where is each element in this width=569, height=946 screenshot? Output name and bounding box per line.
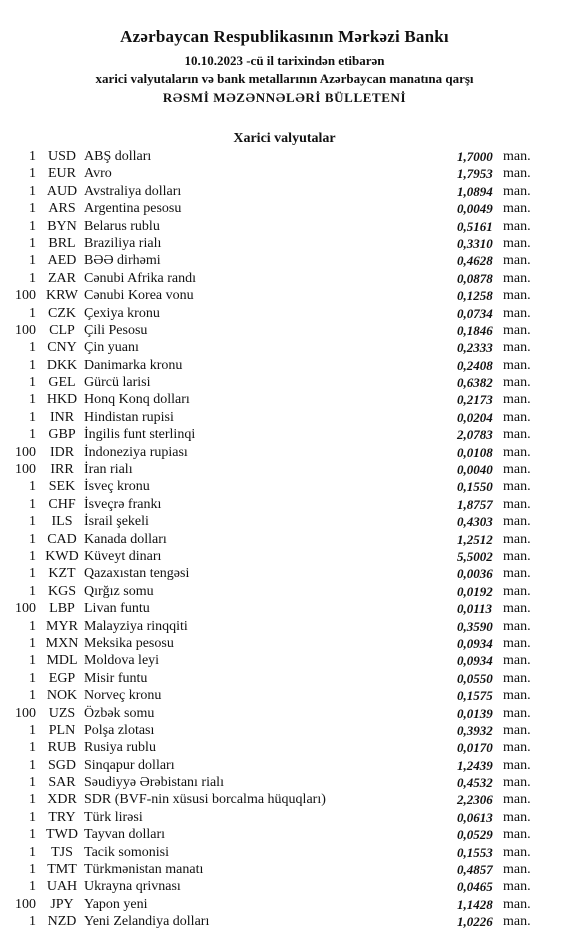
rate-row-sar	[0, 774, 569, 791]
unit-label: man.	[503, 496, 531, 512]
rate-row-rub	[0, 739, 569, 756]
unit-label: man.	[503, 183, 531, 199]
currency-code: MYR	[46, 618, 78, 634]
currency-name: Tacik somonisi	[84, 844, 169, 860]
currency-name: Moldova leyi	[84, 653, 160, 669]
currency-code: PLN	[48, 722, 76, 738]
rate-row-kwd	[0, 548, 569, 565]
rate-row-sek	[0, 478, 569, 495]
quantity: 1	[29, 653, 36, 669]
unit-label: man.	[503, 218, 531, 234]
currency-name: Livan funtu	[84, 601, 150, 617]
currency-name: Çexiya kronu	[84, 305, 160, 321]
exchange-rate: 0,0529	[457, 827, 493, 843]
effective-date: 10.10.2023 -cü il tarixindən etibarən	[184, 53, 385, 68]
exchange-rate: 1,7953	[457, 166, 493, 182]
exchange-rate: 0,3310	[457, 235, 493, 251]
exchange-rate: 0,4628	[457, 253, 493, 269]
currency-name: Danimarka kronu	[84, 357, 183, 373]
currency-name: Avro	[84, 166, 112, 182]
currency-code: SGD	[47, 757, 76, 773]
bulletin-subtitle: xarici valyutaların və bank metallarının Azərbaycan manatına qarşı	[95, 71, 474, 86]
section-title: Xarici valyutalar	[233, 131, 336, 146]
currency-code: NZD	[47, 914, 77, 930]
rate-row-cny	[0, 339, 569, 356]
currency-name: Türkmənistan manatı	[84, 862, 204, 878]
unit-label: man.	[503, 166, 531, 182]
rate-row-kzt	[0, 565, 569, 582]
currency-name: İngilis funt sterlinqi	[84, 427, 196, 443]
currency-name: Türk lirəsi	[84, 809, 143, 825]
bulletin-title: RƏSMİ MƏZƏNNƏLƏRİ BÜLLETENİ	[162, 90, 407, 105]
rate-row-byn	[0, 218, 569, 235]
exchange-rate: 0,0049	[457, 201, 493, 217]
currency-name: İsveç kronu	[84, 479, 150, 495]
rate-row-ars	[0, 200, 569, 217]
exchange-rate: 0,0934	[457, 653, 493, 669]
unit-label: man.	[503, 305, 531, 321]
quantity: 100	[15, 896, 36, 912]
rate-row-brl	[0, 235, 569, 252]
unit-label: man.	[503, 462, 531, 478]
quantity: 1	[29, 670, 36, 686]
currency-name: Çin yuanı	[84, 340, 139, 356]
quantity: 1	[29, 479, 36, 495]
exchange-rate: 0,0113	[457, 601, 493, 617]
unit-label: man.	[503, 809, 531, 825]
currency-code: CNY	[47, 340, 77, 356]
unit-label: man.	[503, 392, 531, 408]
rate-row-gel	[0, 374, 569, 391]
currency-name: Sinqapur dolları	[84, 757, 175, 773]
unit-label: man.	[503, 375, 531, 391]
quantity: 1	[29, 862, 36, 878]
quantity: 100	[15, 601, 36, 617]
currency-name: Avstraliya dolları	[84, 183, 182, 199]
quantity: 1	[29, 392, 36, 408]
unit-label: man.	[503, 566, 531, 582]
currency-code: CZK	[48, 305, 76, 321]
quantity: 1	[29, 722, 36, 738]
quantity: 1	[29, 305, 36, 321]
currency-name: Honq Konq dolları	[84, 392, 190, 408]
currency-name: İsveçrə frankı	[84, 496, 162, 512]
currency-code: MXN	[45, 635, 79, 651]
currency-name: Malayziya rinqqiti	[84, 618, 188, 634]
quantity: 100	[15, 288, 36, 304]
unit-label: man.	[503, 653, 531, 669]
quantity: 1	[29, 340, 36, 356]
quantity: 100	[15, 462, 36, 478]
currency-code: ARS	[48, 201, 76, 217]
exchange-rate: 0,0108	[457, 444, 493, 460]
unit-label: man.	[503, 479, 531, 495]
currency-code: CLP	[49, 322, 75, 338]
rate-row-usd	[0, 148, 569, 165]
rate-row-idr	[0, 444, 569, 461]
rate-row-irr	[0, 461, 569, 478]
currency-name: Cənubi Korea vonu	[84, 288, 194, 304]
exchange-rate: 1,2439	[457, 757, 493, 773]
rate-row-gbp	[0, 426, 569, 443]
rate-row-tmt	[0, 861, 569, 878]
exchange-rate: 0,4303	[457, 514, 493, 530]
quantity: 1	[29, 409, 36, 425]
rate-row-dkk	[0, 357, 569, 374]
unit-label: man.	[503, 253, 531, 269]
currency-name: ABŞ dolları	[84, 149, 152, 164]
rate-row-mdl	[0, 652, 569, 669]
currency-name: Cənubi Afrika randı	[84, 270, 196, 286]
currency-code: DKK	[46, 357, 78, 373]
quantity: 1	[29, 183, 36, 199]
unit-label: man.	[503, 635, 531, 651]
currency-code: UAH	[46, 879, 78, 895]
unit-label: man.	[503, 444, 531, 460]
currency-name: BƏƏ dirhəmi	[84, 253, 161, 269]
currency-name: Çili Pesosu	[84, 322, 148, 338]
currency-code: TMT	[47, 862, 77, 878]
exchange-rate: 0,2333	[457, 340, 493, 356]
exchange-rate: 0,1575	[457, 688, 493, 704]
currency-code: NOK	[46, 688, 78, 704]
rate-row-aed	[0, 252, 569, 269]
exchange-rate: 0,0878	[457, 270, 493, 286]
currency-code: EGP	[48, 670, 76, 686]
quantity: 1	[29, 635, 36, 651]
quantity: 1	[29, 844, 36, 860]
rate-row-tjs	[0, 844, 569, 861]
currency-name: Yapon yeni	[84, 896, 148, 912]
exchange-rate: 0,3932	[457, 722, 493, 738]
currency-code: IRR	[50, 462, 74, 478]
exchange-rate: 0,0613	[457, 809, 493, 825]
currency-code: AED	[47, 253, 77, 269]
quantity: 100	[15, 705, 36, 721]
rate-row-eur	[0, 165, 569, 182]
currency-name: Kanada dolları	[84, 531, 167, 547]
currency-code: LBP	[49, 601, 75, 617]
exchange-rate: 0,0170	[457, 740, 493, 756]
unit-label: man.	[503, 670, 531, 686]
quantity: 1	[29, 757, 36, 773]
unit-label: man.	[503, 705, 531, 721]
exchange-rate: 0,0550	[457, 670, 493, 686]
exchange-rate: 0,5161	[457, 218, 493, 234]
currency-name: Norveç kronu	[84, 688, 162, 704]
currency-code: TWD	[46, 827, 78, 843]
unit-label: man.	[503, 896, 531, 912]
exchange-rate: 0,0040	[457, 462, 493, 478]
unit-label: man.	[503, 757, 531, 773]
unit-label: man.	[503, 427, 531, 443]
rate-row-xdr	[0, 791, 569, 808]
rate-row-jpy	[0, 896, 569, 913]
exchange-rate: 1,1428	[457, 896, 493, 912]
currency-name: Argentina pesosu	[84, 201, 182, 217]
currency-code: INR	[49, 409, 75, 425]
currency-code: UZS	[48, 705, 76, 721]
currency-name: Özbək somu	[84, 705, 155, 721]
rates-list	[0, 148, 569, 931]
currency-name: Polşa zlotası	[84, 722, 155, 738]
exchange-rate: 0,2408	[457, 357, 493, 373]
currency-name: Misir funtu	[84, 670, 148, 686]
quantity: 1	[29, 201, 36, 217]
quantity: 1	[29, 253, 36, 269]
unit-label: man.	[503, 827, 531, 843]
currency-code: XDR	[47, 792, 77, 808]
exchange-rate: 0,4857	[457, 862, 493, 878]
currency-name: Meksika pesosu	[84, 635, 174, 651]
unit-label: man.	[503, 322, 531, 338]
exchange-rate: 0,2173	[457, 392, 493, 408]
rate-row-czk	[0, 305, 569, 322]
unit-label: man.	[503, 409, 531, 425]
currency-name: Tayvan dolları	[84, 827, 166, 843]
unit-label: man.	[503, 740, 531, 756]
quantity: 100	[15, 322, 36, 338]
rate-row-chf	[0, 496, 569, 513]
unit-label: man.	[503, 548, 531, 564]
currency-code: USD	[47, 149, 76, 164]
quantity: 1	[29, 548, 36, 564]
quantity: 1	[29, 427, 36, 443]
exchange-rate: 2,2306	[457, 792, 493, 808]
exchange-rate: 0,6382	[457, 375, 493, 391]
currency-code: CAD	[47, 531, 77, 547]
quantity: 1	[29, 270, 36, 286]
exchange-rate: 0,0192	[457, 583, 493, 599]
quantity: 1	[29, 618, 36, 634]
rate-row-twd	[0, 826, 569, 843]
exchange-rate: 0,1550	[457, 479, 493, 495]
exchange-rate: 0,0036	[457, 566, 493, 582]
rate-row-kgs	[0, 583, 569, 600]
rate-row-clp	[0, 322, 569, 339]
currency-code: CHF	[48, 496, 76, 512]
quantity: 1	[29, 792, 36, 808]
unit-label: man.	[503, 844, 531, 860]
currency-code: BRL	[48, 235, 76, 251]
quantity: 1	[29, 496, 36, 512]
quantity: 1	[29, 740, 36, 756]
quantity: 1	[29, 809, 36, 825]
exchange-rate: 1,8757	[457, 496, 493, 512]
exchange-rate: 1,7000	[457, 149, 493, 164]
quantity: 1	[29, 688, 36, 704]
quantity: 1	[29, 879, 36, 895]
quantity: 1	[29, 375, 36, 391]
currency-name: Yeni Zelandiya dolları	[84, 914, 210, 930]
quantity: 100	[15, 444, 36, 460]
currency-code: KZT	[48, 566, 76, 582]
rate-row-uah	[0, 878, 569, 895]
rate-row-pln	[0, 722, 569, 739]
unit-label: man.	[503, 531, 531, 547]
quantity: 1	[29, 218, 36, 234]
quantity: 1	[29, 775, 36, 791]
exchange-rate: 1,0894	[457, 183, 493, 199]
currency-name: Qırğız somu	[84, 583, 154, 599]
unit-label: man.	[503, 149, 531, 164]
unit-label: man.	[503, 235, 531, 251]
currency-name: SDR (BVF-nin xüsusi borcalma hüquqları)	[84, 792, 326, 808]
exchange-rate: 0,0204	[457, 409, 493, 425]
rate-row-nok	[0, 687, 569, 704]
rate-row-nzd	[0, 913, 569, 930]
exchange-rate: 0,0734	[457, 305, 493, 321]
currency-name: Braziliya rialı	[84, 235, 162, 251]
currency-code: ILS	[51, 514, 73, 530]
exchange-rate: 0,0139	[457, 705, 493, 721]
rate-row-cad	[0, 531, 569, 548]
rate-row-try	[0, 809, 569, 826]
currency-code: KGS	[47, 583, 76, 599]
currency-name: Ukrayna qrivnası	[84, 879, 181, 895]
rate-row-ils	[0, 513, 569, 530]
quantity: 1	[29, 827, 36, 843]
unit-label: man.	[503, 688, 531, 704]
rate-row-mxn	[0, 635, 569, 652]
currency-code: SAR	[48, 775, 76, 791]
currency-name: Qazaxıstan tengəsi	[84, 566, 190, 582]
unit-label: man.	[503, 601, 531, 617]
quantity: 1	[29, 566, 36, 582]
rate-row-lbp	[0, 600, 569, 617]
rate-row-egp	[0, 670, 569, 687]
unit-label: man.	[503, 722, 531, 738]
exchange-rate: 0,3590	[457, 618, 493, 634]
rate-row-inr	[0, 409, 569, 426]
unit-label: man.	[503, 914, 531, 930]
currency-code: KWD	[45, 548, 79, 564]
rate-row-zar	[0, 270, 569, 287]
quantity: 1	[29, 235, 36, 251]
currency-name: Belarus rublu	[84, 218, 160, 234]
currency-code: TRY	[48, 809, 76, 825]
exchange-rate: 1,0226	[457, 914, 493, 930]
exchange-rate: 1,2512	[457, 531, 493, 547]
exchange-rate: 0,4532	[457, 775, 493, 791]
currency-code: SEK	[48, 479, 76, 495]
currency-code: RUB	[47, 740, 77, 756]
rate-row-uzs	[0, 705, 569, 722]
currency-name: İran rialı	[84, 462, 133, 478]
unit-label: man.	[503, 862, 531, 878]
rate-row-sgd	[0, 757, 569, 774]
currency-name: İsrail şekeli	[84, 514, 149, 530]
currency-name: Hindistan rupisi	[84, 409, 174, 425]
rate-row-aud	[0, 183, 569, 200]
unit-label: man.	[503, 270, 531, 286]
exchange-rate: 0,0934	[457, 635, 493, 651]
exchange-rate: 5,5002	[457, 548, 493, 564]
rate-row-krw	[0, 287, 569, 304]
exchange-rate: 0,1258	[457, 288, 493, 304]
currency-code: ZAR	[48, 270, 76, 286]
rate-row-myr	[0, 618, 569, 635]
currency-name: Küveyt dinarı	[84, 548, 162, 564]
currency-code: IDR	[49, 444, 75, 460]
currency-code: GBP	[48, 427, 76, 443]
rate-row-hkd	[0, 391, 569, 408]
unit-label: man.	[503, 340, 531, 356]
bank-title: Azərbaycan Respublikasının Mərkəzi Bankı	[120, 27, 449, 46]
currency-name: Rusiya rublu	[84, 740, 156, 756]
currency-code: AUD	[46, 183, 78, 199]
currency-code: GEL	[48, 375, 76, 391]
currency-code: TJS	[51, 844, 73, 860]
unit-label: man.	[503, 357, 531, 373]
quantity: 1	[29, 357, 36, 373]
unit-label: man.	[503, 879, 531, 895]
unit-label: man.	[503, 775, 531, 791]
quantity: 1	[29, 914, 36, 930]
quantity: 1	[29, 531, 36, 547]
currency-code: MDL	[46, 653, 78, 669]
currency-code: KRW	[46, 288, 78, 304]
currency-code: EUR	[48, 166, 76, 182]
currency-name: Gürcü larisi	[84, 375, 151, 391]
exchange-rate: 0,0465	[457, 879, 493, 895]
currency-name: İndoneziya rupiası	[84, 444, 188, 460]
exchange-rate: 2,0783	[457, 427, 493, 443]
unit-label: man.	[503, 201, 531, 217]
quantity: 1	[29, 514, 36, 530]
quantity: 1	[29, 149, 36, 164]
currency-code: BYN	[47, 218, 77, 234]
unit-label: man.	[503, 792, 531, 808]
currency-code: JPY	[50, 896, 74, 912]
exchange-rate: 0,1553	[457, 844, 493, 860]
unit-label: man.	[503, 618, 531, 634]
currency-name: Səudiyyə Ərəbistanı rialı	[84, 775, 224, 791]
unit-label: man.	[503, 288, 531, 304]
quantity: 1	[29, 166, 36, 182]
quantity: 1	[29, 583, 36, 599]
exchange-rate: 0,1846	[457, 322, 493, 338]
unit-label: man.	[503, 583, 531, 599]
currency-code: HKD	[46, 392, 78, 408]
unit-label: man.	[503, 514, 531, 530]
